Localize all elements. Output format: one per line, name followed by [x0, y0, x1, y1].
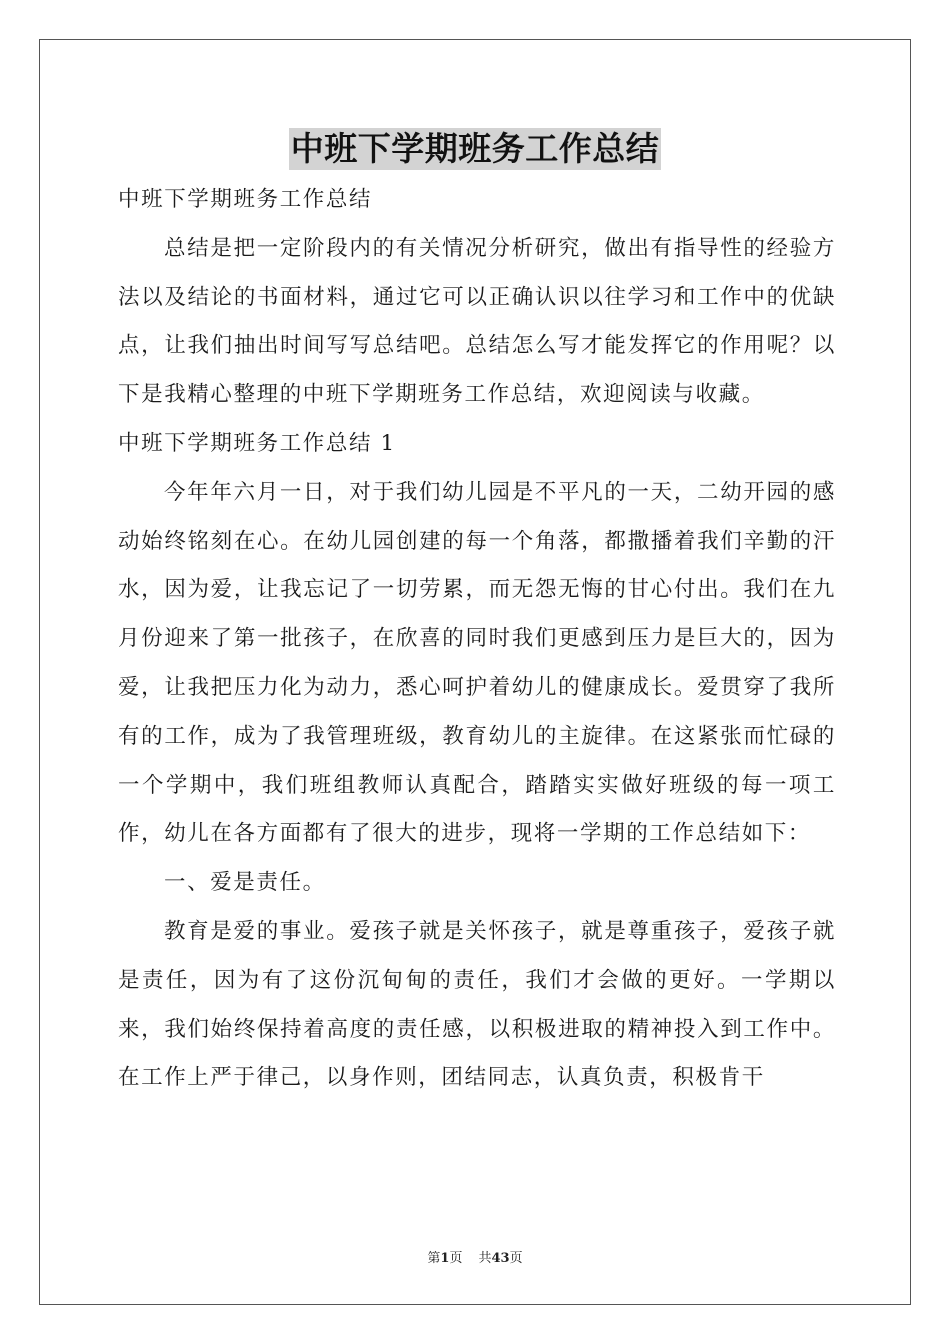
paragraph: 今年年六月一日，对于我们幼儿园是不平凡的一天，二幼开园的感动始终铭刻在心。在幼儿园创建的每一个角落，都撒播着我们辛勤的汗水，因为爱，让我忘记了一切劳累，而无怨无悔的甘心付出。我们在九月份迎来了第一批孩子，在欣喜的同时我们更感到压力是巨大的，因为爱，让我把压力化为动力，悉心呵护着幼儿的健康成长。爱贯穿了我所有的工作，成为了我管理班级，教育幼儿的主旋律。在这紧张而忙碌的一个学期中，我们班组教师认真配合，踏踏实实做好班级的每一项工作，幼儿在各方面都有了很大的进步，现将一学期的工作总结如下：	[118, 479, 836, 847]
page-current: 1	[440, 1251, 450, 1266]
document-body	[118, 176, 836, 1103]
paragraph: 总结是把一定阶段内的有关情况分析研究，做出有指导性的经验方法以及结论的书面材料，通过它可以正确认识以往学习和工作中的优缺点，让我们抽出时间写写总结吧。总结怎么写才能发挥它的作用呢？以下是我精心整理的中班下学期班务工作总结，欢迎阅读与收藏。	[118, 235, 836, 408]
section-heading: 中班下学期班务工作总结 1	[118, 430, 396, 456]
paragraph: 教育是爱的事业。爱孩子就是关怀孩子，就是尊重孩子，爱孩子就是责任，因为有了这份沉甸甸的责任，我们才会做的更好。一学期以来，我们始终保持着高度的责任感，以积极进取的精神投入到工作中。在工作上严于律己，以身作则，团结同志，认真负责，积极肯干	[118, 918, 836, 1091]
document-title: 中班下学期班务工作总结	[290, 129, 660, 168]
subsection-heading: 一、爱是责任。	[164, 870, 326, 896]
document-title-wrapper	[0, 128, 950, 172]
total-prefix: 共	[478, 1251, 492, 1266]
total-suffix: 页	[509, 1251, 523, 1266]
page-total: 43	[491, 1251, 510, 1266]
page-prefix: 第	[427, 1251, 441, 1266]
page-suffix: 页	[449, 1251, 463, 1266]
page-footer	[0, 1247, 950, 1266]
paragraph: 中班下学期班务工作总结	[118, 187, 373, 212]
